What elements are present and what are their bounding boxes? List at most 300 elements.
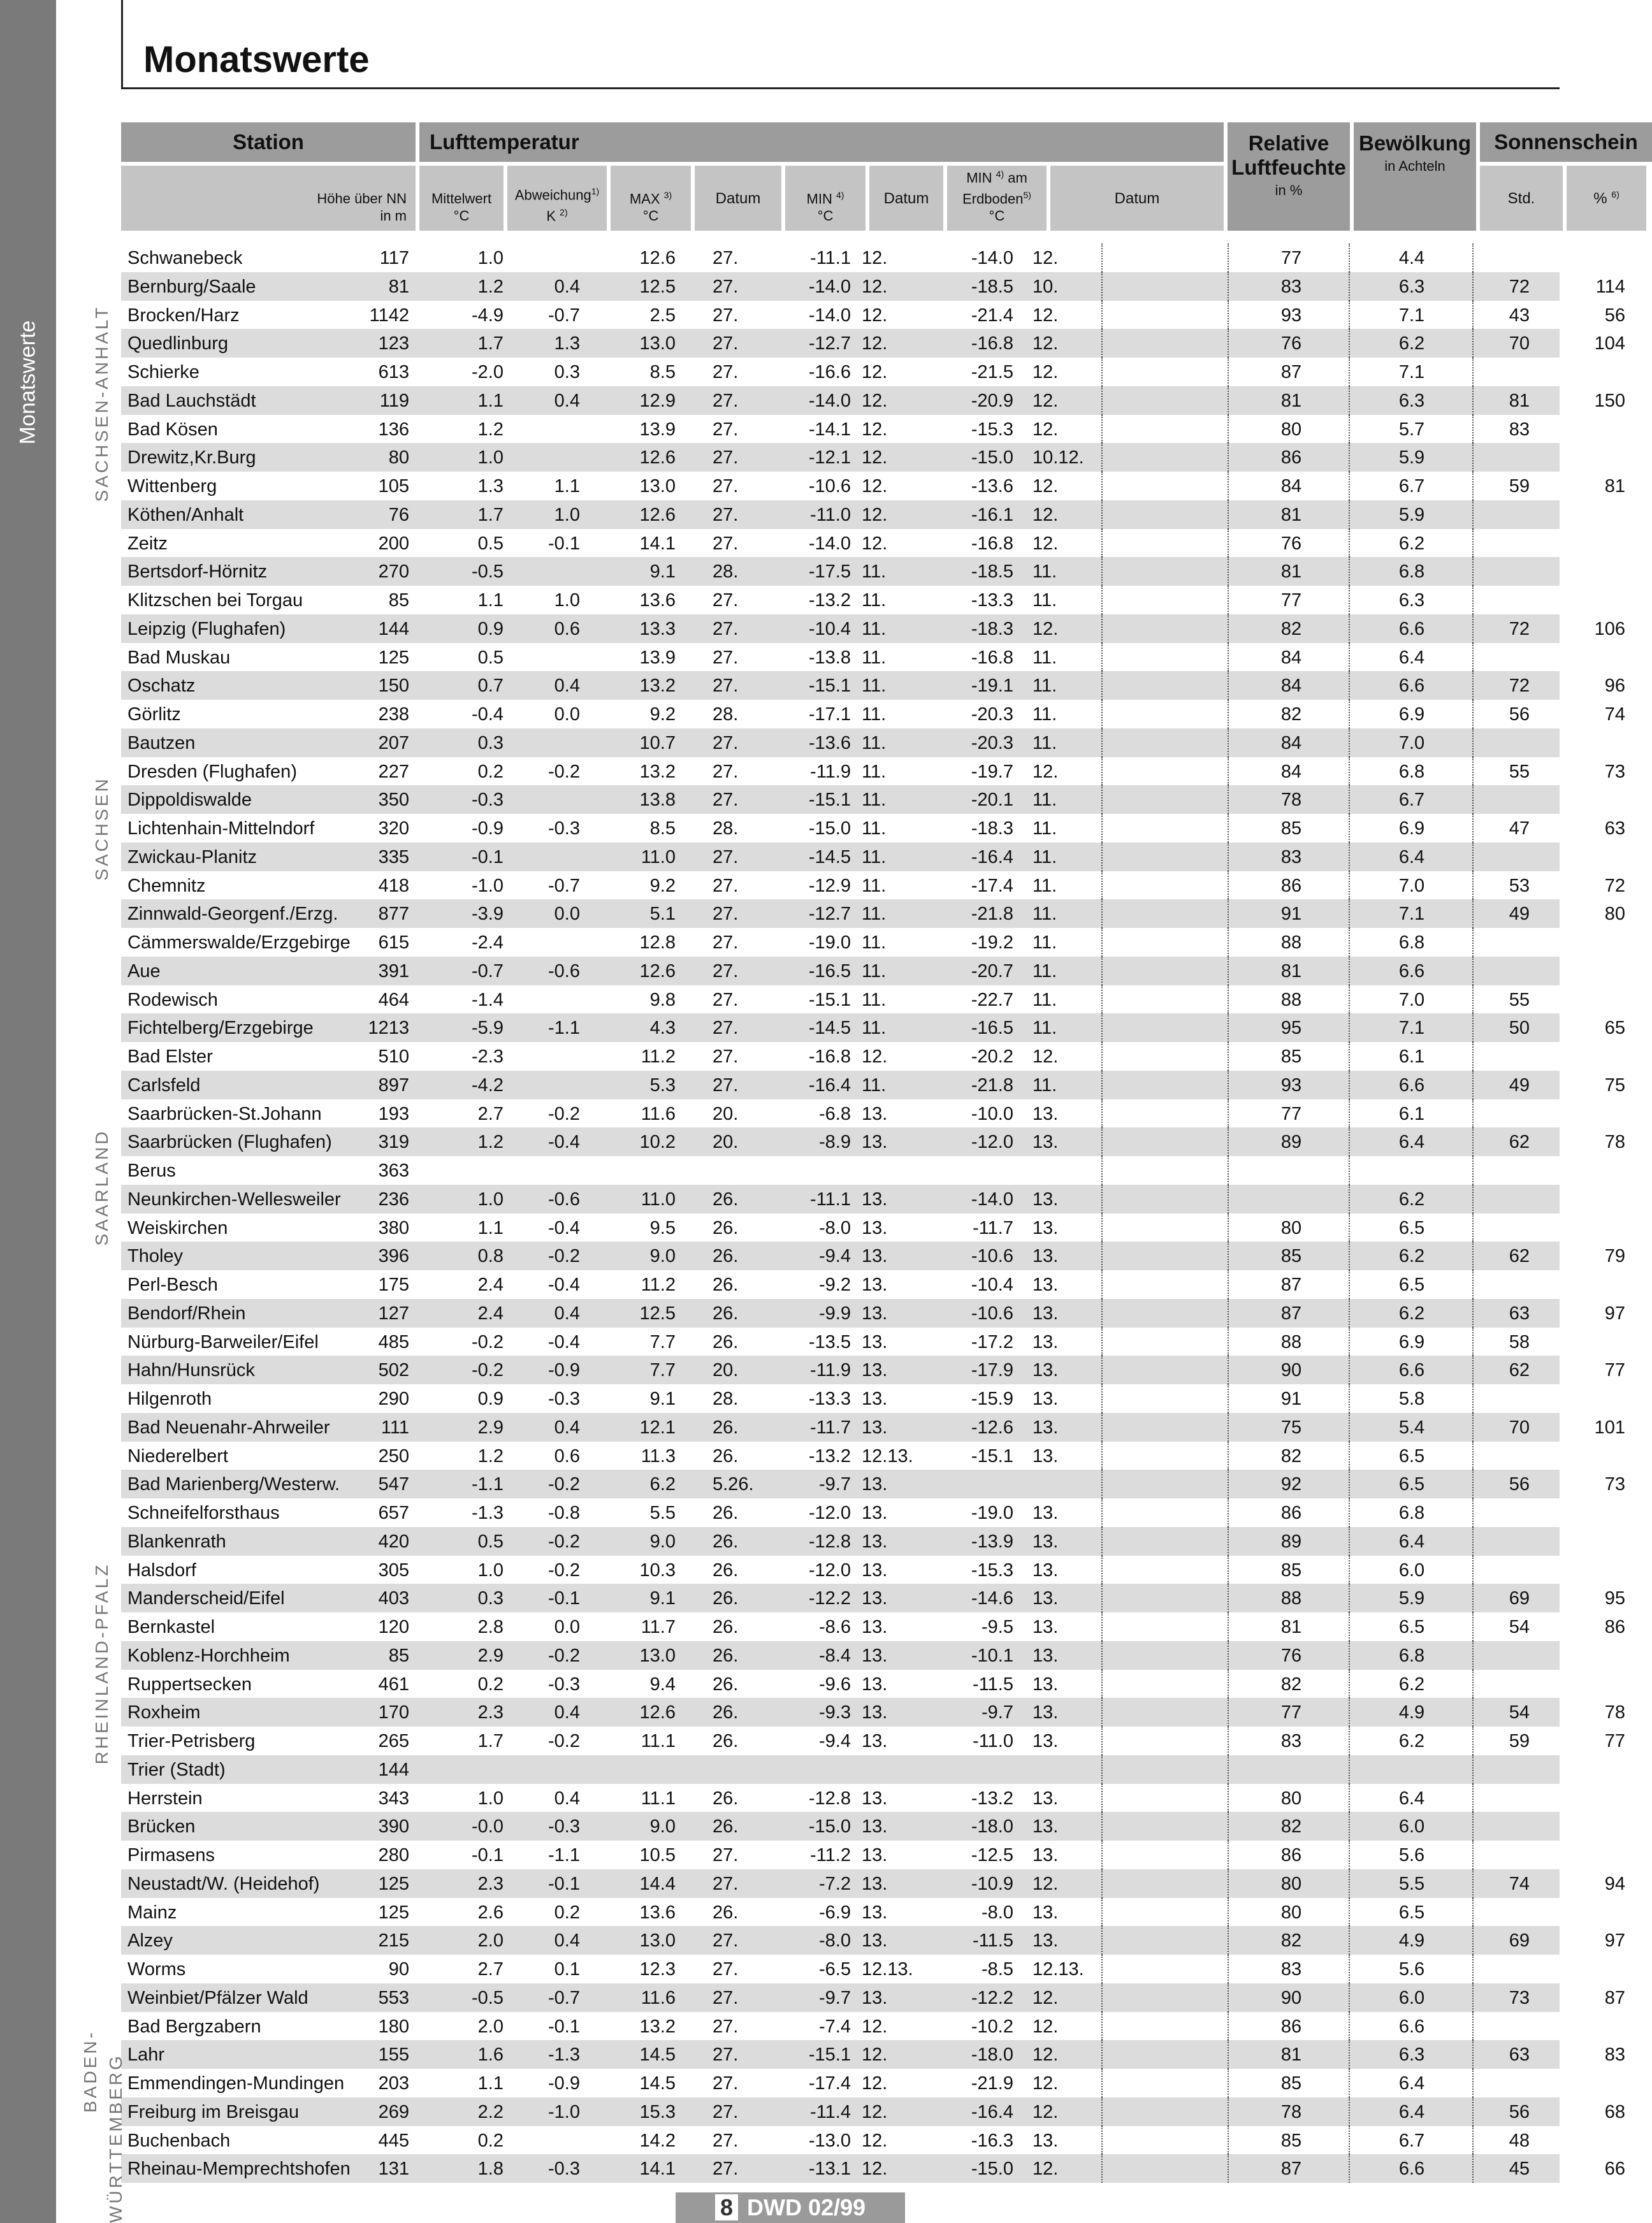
cell-min: -6.9	[819, 1902, 851, 1923]
column-separator	[1349, 500, 1350, 529]
cell-d2: 12.	[862, 305, 888, 326]
cell-erd: -18.5	[971, 276, 1013, 297]
cell-pct: 104	[1594, 333, 1625, 354]
column-separator	[1349, 1698, 1350, 1727]
column-separator	[1349, 1127, 1350, 1156]
table-row	[121, 1328, 1560, 1356]
state-label-text: SACHSEN	[92, 776, 112, 881]
column-separator	[1472, 329, 1474, 358]
cell-mit: 2.7	[477, 1959, 504, 1980]
cell-max: 9.8	[649, 989, 676, 1010]
table-row	[121, 415, 1560, 444]
cell-erd: -16.8	[971, 333, 1013, 354]
cell-h: 111	[380, 1417, 409, 1438]
table-row	[121, 472, 1625, 500]
cell-d1: 26.	[713, 1617, 739, 1637]
cell-d1: 27.	[713, 790, 739, 811]
cell-mit: 0.5	[477, 647, 504, 668]
table-row	[121, 1498, 1560, 1527]
column-separator	[1228, 301, 1229, 329]
table-row	[121, 386, 1625, 415]
cell-h: 265	[378, 1731, 409, 1751]
cell-bw: 6.5	[1398, 1217, 1425, 1238]
cell-rf: 83	[1280, 276, 1302, 297]
cell-bw: 6.9	[1398, 1331, 1425, 1352]
cell-std: 72	[1509, 618, 1530, 639]
column-separator	[1101, 557, 1103, 586]
column-separator	[1472, 2012, 1474, 2041]
cell-min: -9.6	[819, 1674, 851, 1695]
cell-rf: 87	[1280, 1275, 1302, 1295]
column-separator	[1349, 1869, 1350, 1898]
cell-d2: 13.	[862, 1503, 888, 1523]
column-separator	[1101, 1213, 1103, 1242]
cell-d3: 11.	[1032, 561, 1057, 583]
cell-d1: 26.	[713, 1588, 739, 1609]
cell-max: 11.1	[641, 1731, 676, 1751]
cell-d3: 13.	[1032, 1702, 1059, 1723]
cell-erd: -11.0	[973, 1731, 1013, 1751]
cell-name: Aue	[127, 960, 161, 981]
cell-h: 418	[378, 875, 409, 896]
cell-name: Tholey	[127, 1246, 184, 1267]
cell-pct: 86	[1604, 1617, 1625, 1637]
table-row	[121, 1869, 1625, 1898]
cell-bw: 4.4	[1398, 248, 1425, 268]
cell-erd: -11.5	[973, 1674, 1013, 1695]
column-separator	[1349, 1670, 1350, 1698]
column-separator	[1472, 1641, 1474, 1670]
column-separator	[1349, 1042, 1350, 1071]
cell-mit: 1.1	[477, 2073, 504, 2094]
cell-d1: 28.	[713, 818, 739, 839]
column-separator	[1101, 1841, 1103, 1869]
cell-min: -8.0	[819, 1930, 851, 1951]
std-label: Std.	[1507, 190, 1535, 207]
cell-mit: 1.7	[477, 504, 504, 525]
cell-d1: 27.	[713, 504, 739, 525]
column-separator	[1101, 2097, 1103, 2126]
cell-name: Bertsdorf-Hörnitz	[127, 561, 268, 583]
cell-h: 215	[378, 1930, 409, 1951]
cell-name: Rodewisch	[127, 989, 218, 1010]
cell-min: -15.1	[808, 676, 851, 697]
cell-name: Köthen/Anhalt	[127, 504, 244, 525]
cell-abw: 0.4	[554, 1303, 580, 1324]
cell-bw: 6.0	[1398, 1816, 1425, 1837]
column-separator	[1101, 985, 1103, 1014]
column-separator	[1101, 1013, 1103, 1042]
cell-std: 62	[1509, 1360, 1530, 1381]
cell-bw: 6.0	[1398, 1987, 1425, 2008]
cell-d2: 13.	[862, 1702, 888, 1723]
cell-rf: 82	[1280, 1674, 1302, 1695]
cell-max: 12.5	[639, 276, 676, 297]
cell-max: 9.5	[649, 1217, 676, 1238]
cell-d2: 11.	[862, 590, 887, 611]
cell-bw: 7.1	[1398, 904, 1425, 925]
cell-rf: 90	[1280, 1360, 1302, 1381]
cell-rf: 88	[1280, 932, 1302, 953]
table-row	[121, 443, 1560, 472]
min-unit: °C	[817, 208, 834, 224]
cell-abw: -0.4	[548, 1132, 580, 1153]
cell-max: 11.1	[641, 1788, 676, 1809]
table-row	[121, 643, 1560, 672]
cell-min: -9.7	[819, 1987, 851, 2008]
cell-rf: 76	[1280, 533, 1302, 554]
cell-name: Wittenberg	[127, 476, 217, 496]
table-row	[121, 1955, 1560, 1983]
cell-rf: 93	[1280, 305, 1302, 326]
column-separator	[1101, 1727, 1103, 1755]
cell-mit: -4.9	[472, 305, 504, 326]
column-separator	[1101, 1384, 1103, 1413]
page-number: 8	[715, 2194, 738, 2220]
column-separator	[1349, 1926, 1350, 1955]
cell-max: 13.9	[639, 647, 676, 668]
cell-rf: 77	[1280, 1702, 1302, 1723]
cell-bw: 6.4	[1398, 2101, 1425, 2122]
cell-erd: -18.5	[971, 561, 1013, 583]
cell-d1: 20.	[713, 1103, 739, 1124]
cell-d2: 13.	[862, 1987, 888, 2008]
cell-d3: 12.	[1032, 305, 1059, 326]
column-separator	[1101, 928, 1103, 957]
cell-mit: 1.8	[477, 2159, 504, 2180]
cell-mit: 2.3	[477, 1873, 504, 1894]
cell-d3: 13.	[1032, 1217, 1059, 1238]
state-label-text: SAARLAND	[92, 1129, 112, 1245]
cell-pct: 74	[1604, 704, 1625, 725]
cell-mit: 1.0	[477, 248, 504, 268]
column-separator	[1228, 643, 1229, 672]
cell-min: -13.2	[808, 590, 851, 611]
column-separator	[1101, 301, 1103, 329]
column-separator	[1228, 500, 1229, 529]
fn4b: 4)	[996, 169, 1004, 180]
cell-max: 5.5	[649, 1503, 676, 1523]
cell-d3: 11.	[1032, 932, 1057, 953]
cell-min: -15.0	[808, 1816, 851, 1837]
cell-rf: 82	[1280, 1930, 1302, 1951]
cell-name: Bad Elster	[127, 1046, 213, 1067]
column-separator	[1228, 1841, 1229, 1869]
cell-h: 553	[378, 1987, 409, 2008]
column-separator	[1228, 472, 1229, 500]
cell-name: Trier (Stadt)	[127, 1759, 226, 1780]
cell-abw: 0.0	[554, 1617, 580, 1637]
cell-std: 50	[1509, 1018, 1530, 1039]
cell-name: Zeitz	[127, 533, 168, 554]
cell-name: Rheinau-Memprechtshofen	[127, 2159, 351, 2180]
cell-d1: 27.	[713, 647, 739, 668]
cell-d1: 26.	[713, 1503, 739, 1523]
cell-max: 9.4	[649, 1674, 676, 1695]
column-separator	[1101, 957, 1103, 985]
table-row	[121, 1898, 1560, 1927]
cell-d3: 12.	[1032, 1987, 1059, 2008]
bewoelkung-label: Bewölkung	[1358, 131, 1471, 155]
column-separator	[1101, 443, 1103, 472]
cell-pct: 106	[1594, 618, 1625, 639]
column-separator	[1228, 2126, 1229, 2155]
column-separator	[1349, 1727, 1350, 1755]
cell-abw: 1.0	[554, 590, 580, 611]
cell-abw: -0.9	[548, 2073, 580, 2094]
issue-label: DWD 02/99	[746, 2194, 866, 2220]
cell-pct: 97	[1604, 1930, 1625, 1951]
min-label: MIN	[806, 191, 832, 206]
cell-name: Weinbiet/Pfälzer Wald	[127, 1987, 308, 2008]
cell-abw: -0.2	[548, 761, 580, 782]
cell-pct: 56	[1604, 305, 1625, 326]
cell-d3: 13.	[1032, 1189, 1059, 1210]
table-row	[121, 1127, 1625, 1156]
cell-d1: 27.	[713, 333, 739, 354]
cell-rf: 87	[1280, 2159, 1302, 2180]
column-separator	[1228, 957, 1229, 985]
column-separator	[1472, 1242, 1474, 1270]
cell-h: 81	[388, 276, 409, 297]
cell-h: 485	[378, 1331, 409, 1352]
cell-d1: 28.	[713, 561, 739, 583]
cell-name: Cämmerswalde/Erzgebirge	[127, 932, 351, 953]
cell-name: Leipzig (Flughafen)	[127, 618, 286, 639]
cell-abw: -1.3	[548, 2045, 580, 2066]
cell-bw: 6.5	[1398, 1617, 1425, 1637]
table-row	[121, 1983, 1625, 2012]
cell-bw: 6.6	[1398, 960, 1425, 981]
column-separator	[1472, 243, 1474, 272]
cell-h: 320	[378, 818, 409, 839]
cell-bw: 6.8	[1398, 1645, 1425, 1666]
column-separator	[1101, 1413, 1103, 1442]
table-row	[121, 1099, 1560, 1128]
table-row	[121, 1156, 1560, 1185]
cell-min: -14.0	[808, 276, 851, 297]
column-separator	[1349, 1413, 1350, 1442]
cell-bw: 5.5	[1398, 1873, 1425, 1894]
cell-min: -10.6	[808, 476, 851, 496]
cell-min: -14.1	[808, 419, 851, 440]
cell-max: 8.5	[649, 362, 676, 382]
cell-max: 14.5	[639, 2073, 676, 2094]
cell-mit: -2.4	[472, 932, 504, 953]
cell-h: 250	[378, 1445, 409, 1466]
column-separator	[1228, 272, 1229, 301]
table-row	[121, 2097, 1625, 2126]
column-separator	[1228, 1641, 1229, 1670]
column-separator	[1472, 671, 1474, 700]
cell-bw: 4.9	[1398, 1702, 1425, 1723]
column-separator	[1228, 1926, 1229, 1955]
column-separator	[1228, 1071, 1229, 1099]
column-separator	[1349, 1983, 1350, 2012]
cell-d2: 11.	[862, 960, 887, 981]
cell-min: -15.1	[808, 2045, 851, 2066]
cell-rf: 86	[1280, 875, 1302, 896]
cell-abw: -0.7	[548, 305, 580, 326]
cell-abw: -0.3	[548, 818, 580, 839]
column-separator	[1101, 1356, 1103, 1384]
column-separator	[1349, 671, 1350, 700]
cell-erd: -15.9	[971, 1389, 1013, 1409]
cell-d3: 13.	[1032, 1674, 1059, 1695]
cell-erd: -16.8	[971, 533, 1013, 554]
cell-std: 55	[1509, 761, 1530, 782]
cell-mit: 0.9	[477, 1389, 504, 1409]
cell-h: 1213	[368, 1018, 409, 1039]
cell-rf: 87	[1280, 1303, 1302, 1324]
header-sonnenschein: Sonnenschein	[1480, 122, 1652, 162]
cell-erd: -22.7	[971, 989, 1013, 1010]
column-separator	[1101, 529, 1103, 558]
cell-d3: 13.	[1032, 1588, 1059, 1609]
cell-max: 2.5	[649, 305, 676, 326]
column-separator	[1101, 358, 1103, 386]
cell-erd: -19.7	[971, 761, 1013, 782]
column-separator	[1228, 1042, 1229, 1071]
cell-erd: -21.9	[971, 2073, 1013, 2094]
cell-d1: 26.	[713, 1788, 739, 1809]
cell-max: 9.2	[649, 704, 676, 725]
cell-h: 80	[388, 447, 409, 468]
column-separator	[1101, 1328, 1103, 1356]
cell-abw: -0.4	[548, 1331, 580, 1352]
cell-mit: 0.2	[477, 2130, 504, 2151]
cell-name: Drewitz,Kr.Burg	[127, 447, 256, 468]
cell-rf: 82	[1280, 704, 1302, 725]
cell-max: 7.7	[649, 1331, 676, 1352]
cell-mit: 1.7	[477, 1731, 504, 1751]
cell-d1: 27.	[713, 1959, 739, 1980]
cell-max: 11.2	[641, 1275, 676, 1295]
cell-name: Görlitz	[127, 704, 181, 725]
cell-h: 420	[378, 1531, 409, 1552]
column-separator	[1349, 1156, 1350, 1185]
abweichung-unit: K	[546, 208, 556, 224]
column-separator	[1101, 1127, 1103, 1156]
column-separator	[1349, 415, 1350, 444]
cell-min: -12.9	[808, 875, 851, 896]
cell-d3: 13.	[1032, 1645, 1059, 1666]
cell-mit: 1.3	[477, 476, 504, 496]
cell-rf: 90	[1280, 1987, 1302, 2008]
hoehe-unit: in m	[380, 208, 407, 224]
cell-name: Koblenz-Horchheim	[127, 1645, 290, 1666]
cell-bw: 7.1	[1398, 305, 1425, 326]
column-separator	[1472, 871, 1474, 900]
column-separator	[1101, 243, 1103, 272]
cell-bw: 5.4	[1398, 1417, 1425, 1438]
cell-d2: 13.	[862, 1731, 888, 1751]
cell-abw: -1.1	[548, 1845, 580, 1865]
cell-h: 90	[388, 1959, 409, 1980]
state-label	[83, 1096, 121, 1278]
table-row	[121, 2154, 1625, 2183]
cell-name: Berus	[127, 1161, 176, 1181]
cell-bw: 6.8	[1398, 932, 1425, 953]
cell-min: -8.9	[819, 1132, 851, 1153]
cell-rf: 84	[1280, 761, 1302, 782]
cell-name: Bernburg/Saale	[127, 276, 256, 297]
cell-min: -9.2	[819, 1275, 851, 1295]
cell-d2: 11.	[862, 846, 887, 867]
column-separator	[1101, 671, 1103, 700]
cell-name: Trier-Petrisberg	[127, 1731, 256, 1751]
column-separator	[1349, 2069, 1350, 2097]
cell-name: Bernkastel	[127, 1617, 215, 1637]
header-station: Station	[121, 122, 416, 162]
cell-rf: 81	[1280, 960, 1302, 981]
cell-std: 49	[1509, 904, 1530, 925]
cell-erd: -15.0	[971, 447, 1013, 468]
cell-pct: 94	[1604, 1873, 1625, 1894]
cell-bw: 6.3	[1398, 390, 1425, 411]
column-separator	[1101, 899, 1103, 928]
cell-h: 238	[378, 704, 409, 725]
column-separator	[1101, 2012, 1103, 2041]
cell-rf: 75	[1280, 1417, 1302, 1438]
table-row	[121, 1470, 1625, 1498]
title-box	[121, 0, 1560, 89]
cell-mit: 2.9	[477, 1417, 504, 1438]
cell-max: 13.9	[639, 419, 676, 440]
cell-name: Schneifelforsthaus	[127, 1503, 280, 1523]
cell-abw: -0.8	[548, 1503, 580, 1523]
column-separator	[1472, 1556, 1474, 1584]
cell-erd: -10.4	[971, 1275, 1013, 1295]
table-row	[121, 2126, 1560, 2155]
cell-min: -8.0	[819, 1217, 851, 1238]
cell-erd: -10.1	[971, 1645, 1013, 1666]
cell-d2: 11.	[862, 704, 887, 725]
cell-abw: -0.4	[548, 1275, 580, 1295]
column-separator	[1101, 1270, 1103, 1299]
column-separator	[1349, 757, 1350, 786]
cell-rf: 93	[1280, 1075, 1302, 1096]
column-separator	[1349, 1641, 1350, 1670]
cell-d3: 13.	[1032, 1560, 1059, 1581]
cell-max: 7.7	[649, 1360, 676, 1381]
cell-abw: -0.1	[548, 2016, 580, 2037]
cell-d1: 20.	[713, 1132, 739, 1153]
state-label-text: BADEN-	[80, 2030, 100, 2113]
cell-d2: 13.	[862, 1474, 888, 1495]
cell-erd: -12.5	[971, 1845, 1013, 1865]
cell-name: Dippoldiswalde	[127, 790, 252, 811]
cell-d1: 27.	[713, 1046, 739, 1067]
cell-max: 13.2	[639, 676, 676, 697]
cell-abw: -0.3	[548, 1816, 580, 1837]
column-separator	[1101, 843, 1103, 871]
column-separator	[1349, 814, 1350, 843]
column-separator	[1349, 1584, 1350, 1612]
cell-erd: -10.0	[971, 1103, 1013, 1124]
cell-d2: 12.	[862, 419, 888, 440]
column-separator	[1101, 1612, 1103, 1641]
cell-h: 380	[378, 1217, 409, 1238]
cell-h: 180	[378, 2016, 409, 2037]
column-separator	[1101, 814, 1103, 843]
cell-min: -13.0	[808, 2130, 851, 2151]
column-separator	[1349, 1328, 1350, 1356]
cell-erd: -11.5	[973, 1930, 1013, 1951]
cell-std: 54	[1509, 1702, 1530, 1723]
cell-rf: 85	[1280, 2073, 1302, 2094]
column-separator	[1228, 814, 1229, 843]
